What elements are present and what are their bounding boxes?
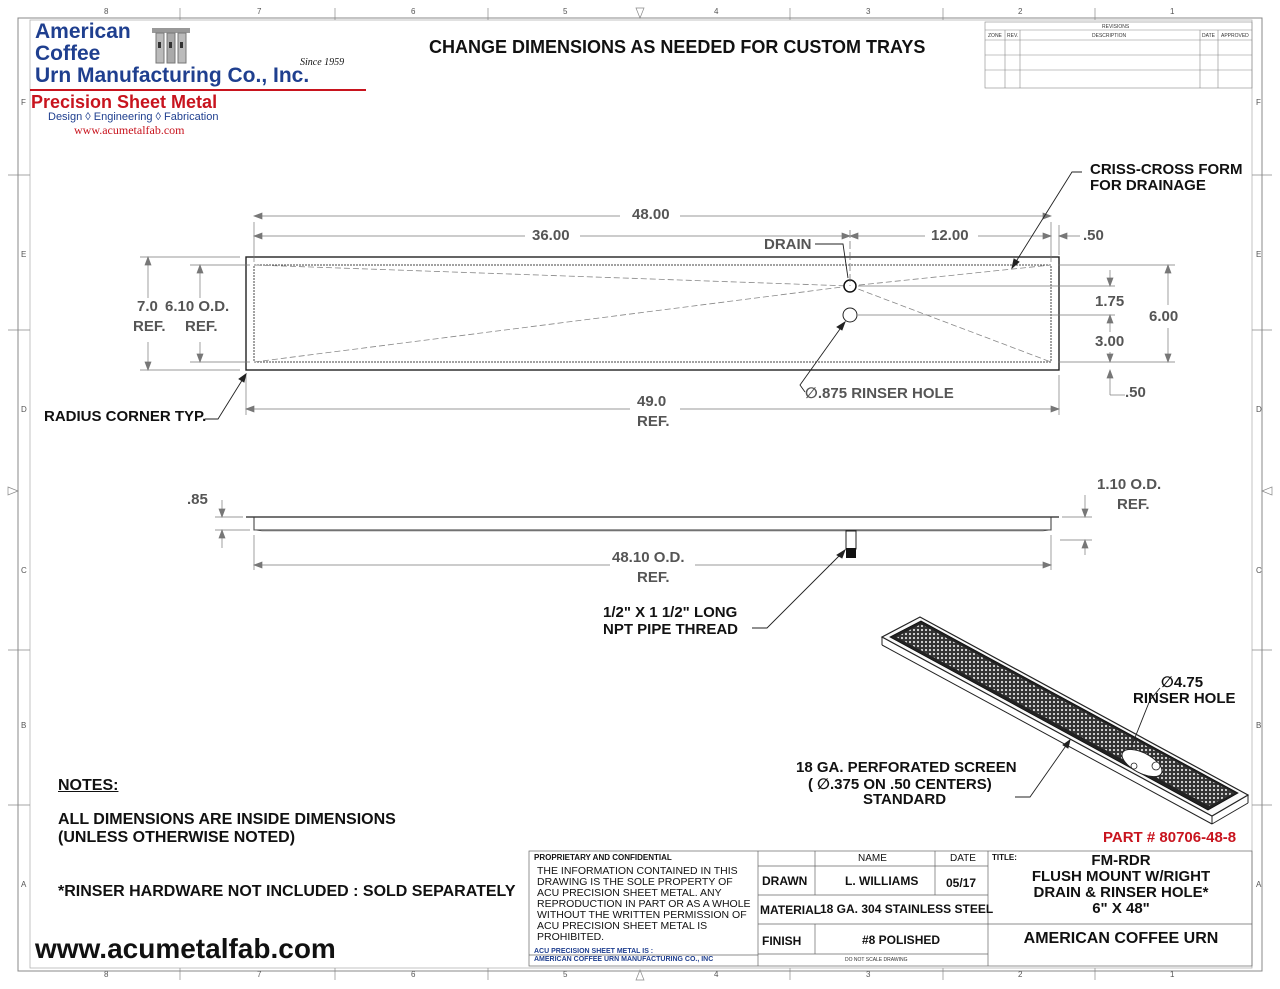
drawn-date: 05/17: [946, 876, 977, 890]
frame-num-6: 6: [411, 7, 416, 16]
frame-num-4-bottom: 4: [714, 970, 719, 979]
logo-psm: Precision Sheet Metal: [31, 92, 218, 112]
acu-is: ACU PRECISION SHEET METAL IS :: [534, 948, 654, 955]
frame-letter-b-right: B: [1256, 721, 1262, 730]
prop-text: [537, 866, 751, 943]
notes-title: NOTES:: [58, 777, 119, 794]
prop-text-7: PROHIBITED.: [537, 931, 605, 943]
logo-url: www.acumetalfab.com: [74, 123, 185, 137]
prop-text-2: DRAWING IS THE SOLE PROPERTY OF: [537, 876, 733, 888]
rev-col-description: DESCRIPTION: [1092, 33, 1127, 39]
frame-num-3-bottom: 3: [866, 970, 871, 979]
dim-050-top: .50: [1083, 227, 1104, 244]
title-line-3: DRAIN & RINSER HOLE*: [1033, 884, 1209, 901]
notes-line-1: ALL DIMENSIONS ARE INSIDE DIMENSIONS: [58, 811, 396, 828]
material-value: 18 GA. 304 STAINLESS STEEL: [820, 902, 994, 916]
dim-48: 48.00: [632, 206, 670, 223]
dim-49: 49.0: [637, 393, 667, 410]
drain-label: DRAIN: [764, 236, 812, 253]
screen-label-2: ( ∅.375 ON .50 CENTERS): [808, 776, 992, 793]
dim-7-ref: 7.0: [137, 298, 158, 315]
prop-text-4: REPRODUCTION IN PART OR AS A WHOLE: [537, 898, 751, 910]
drawn-label: DRAWN: [762, 874, 808, 888]
notes-line-2: (UNLESS OTHERWISE NOTED): [58, 829, 296, 846]
prop-title: PROPRIETARY AND CONFIDENTIAL: [534, 853, 672, 862]
radius-corner-label: RADIUS CORNER TYP.: [44, 408, 207, 425]
dim-085: .85: [187, 491, 208, 508]
logo-divider: [30, 89, 366, 91]
no-scale-note: DO NOT SCALE DRAWING: [845, 957, 908, 963]
company-name: AMERICAN COFFEE URN: [1023, 930, 1219, 947]
prop-text-6: ACU PRECISION SHEET METAL IS: [537, 920, 708, 932]
frame-letter-a-right: A: [1256, 880, 1262, 889]
prop-text-5: WITHOUT THE WRITTEN PERMISSION OF: [537, 909, 747, 921]
frame-letter-f-right: F: [1256, 98, 1261, 107]
drawn-name: L. WILLIAMS: [845, 874, 919, 888]
prop-text-3: ACU PRECISION SHEET METAL. ANY: [537, 887, 722, 899]
frame-num-6-bottom: 6: [411, 970, 416, 979]
finish-value: #8 POLISHED: [862, 933, 941, 947]
frame-num-7: 7: [257, 7, 262, 16]
title-line-2: FLUSH MOUNT W/RIGHT: [1031, 868, 1211, 885]
urn-logo-icon: [148, 26, 194, 66]
side-view-leader: [752, 550, 845, 628]
title-line-4: 6" X 48": [1092, 900, 1150, 917]
rev-col-zone: ZONE: [988, 33, 1002, 39]
dim-4810-od: 48.10 O.D.: [612, 549, 685, 566]
frame-letter-d-right: D: [1256, 405, 1262, 414]
dim-600: 6.00: [1149, 308, 1179, 325]
logo-line-american: American: [35, 20, 131, 43]
frame-letter-e: E: [21, 250, 27, 259]
frame-num-1-bottom: 1: [1170, 970, 1175, 979]
revision-table: [985, 22, 1252, 88]
frame-num-1: 1: [1170, 7, 1175, 16]
material-label: MATERIAL: [760, 903, 822, 917]
frame-num-2-bottom: 2: [1018, 970, 1023, 979]
revisions-title: REVISIONS: [1102, 24, 1130, 30]
frame-letter-c: C: [21, 566, 27, 575]
frame-letter-e-right: E: [1256, 250, 1262, 259]
criss-cross-label-2: FOR DRAINAGE: [1090, 177, 1206, 194]
frame-letter-d: D: [21, 405, 27, 414]
prop-text-1: THE INFORMATION CONTAINED IN THIS: [537, 865, 738, 877]
pipe-thread-label-2: NPT PIPE THREAD: [603, 621, 739, 638]
frame-letter-b: B: [21, 721, 27, 730]
frame-num-5-bottom: 5: [563, 970, 568, 979]
dim-12: 12.00: [931, 227, 969, 244]
dim-110-od: 1.10 O.D.: [1097, 476, 1162, 493]
iso-rinser-dia: ∅4.75: [1161, 674, 1204, 691]
screen-label-3: STANDARD: [863, 791, 947, 808]
logo-services: Design ◊ Engineering ◊ Fabrication: [48, 111, 219, 123]
frame-num-5: 5: [563, 7, 568, 16]
logo-line-coffee: Coffee: [35, 42, 101, 65]
rev-col-date: DATE: [1202, 33, 1215, 39]
dim-610-od: 6.10 O.D.: [165, 298, 230, 315]
part-number: PART # 80706-48-8: [1103, 829, 1237, 846]
frame-letter-f: F: [21, 98, 26, 107]
logo-since: Since 1959: [300, 57, 345, 68]
top-view-dimensions: [140, 213, 1175, 415]
rev-col-approved: APPROVED: [1221, 33, 1249, 39]
frame-letter-a: A: [21, 880, 27, 889]
dim-610-ref: REF.: [185, 318, 218, 335]
dim-300: 3.00: [1095, 333, 1125, 350]
finish-label: FINISH: [762, 934, 802, 948]
dim-49-ref: REF.: [637, 413, 670, 430]
frame-num-7-bottom: 7: [257, 970, 262, 979]
rinser-hole: [843, 308, 857, 322]
logo-line-company: Urn Manufacturing Co., Inc.: [35, 64, 310, 87]
title-header: TITLE:: [992, 853, 1017, 862]
title-line-1: FM-RDR: [1091, 852, 1151, 869]
pipe-thread-label-1: 1/2" X 1 1/2" LONG: [603, 604, 738, 621]
drawing-title: [990, 853, 1252, 917]
frame-num-3: 3: [866, 7, 871, 16]
name-header: NAME: [858, 853, 887, 864]
dim-110-ref: REF.: [1117, 496, 1150, 513]
notes-line-3: *RINSER HARDWARE NOT INCLUDED : SOLD SEPARATELY: [58, 883, 516, 900]
iso-rinser-label: RINSER HOLE: [1133, 690, 1236, 707]
dim-175: 1.75: [1095, 293, 1125, 310]
header-note: CHANGE DIMENSIONS AS NEEDED FOR CUSTOM TRAYS: [429, 37, 926, 57]
frame-num-2: 2: [1018, 7, 1023, 16]
dim-4810-ref: REF.: [637, 569, 670, 586]
dim-36: 36.00: [532, 227, 570, 244]
frame-num-8: 8: [104, 7, 109, 16]
acu-company: AMERICAN COFFEE URN MANUFACTURING CO., INC: [534, 956, 714, 963]
screen-label-1: 18 GA. PERFORATED SCREEN: [796, 759, 1017, 776]
dim-7-ref-label: REF.: [133, 318, 166, 335]
date-header: DATE: [950, 853, 976, 864]
rinser-hole-label: ∅.875 RINSER HOLE: [805, 385, 954, 402]
rev-col-rev: REV.: [1007, 33, 1019, 39]
dim-050-bottom: .50: [1125, 384, 1146, 401]
criss-cross-label-1: CRISS-CROSS FORM: [1090, 161, 1243, 178]
top-view: [246, 230, 1059, 370]
frame-num-8-bottom: 8: [104, 970, 109, 979]
website-url[interactable]: www.acumetalfab.com: [35, 933, 336, 964]
frame-num-4: 4: [714, 7, 719, 16]
frame-letter-c-right: C: [1256, 566, 1262, 575]
